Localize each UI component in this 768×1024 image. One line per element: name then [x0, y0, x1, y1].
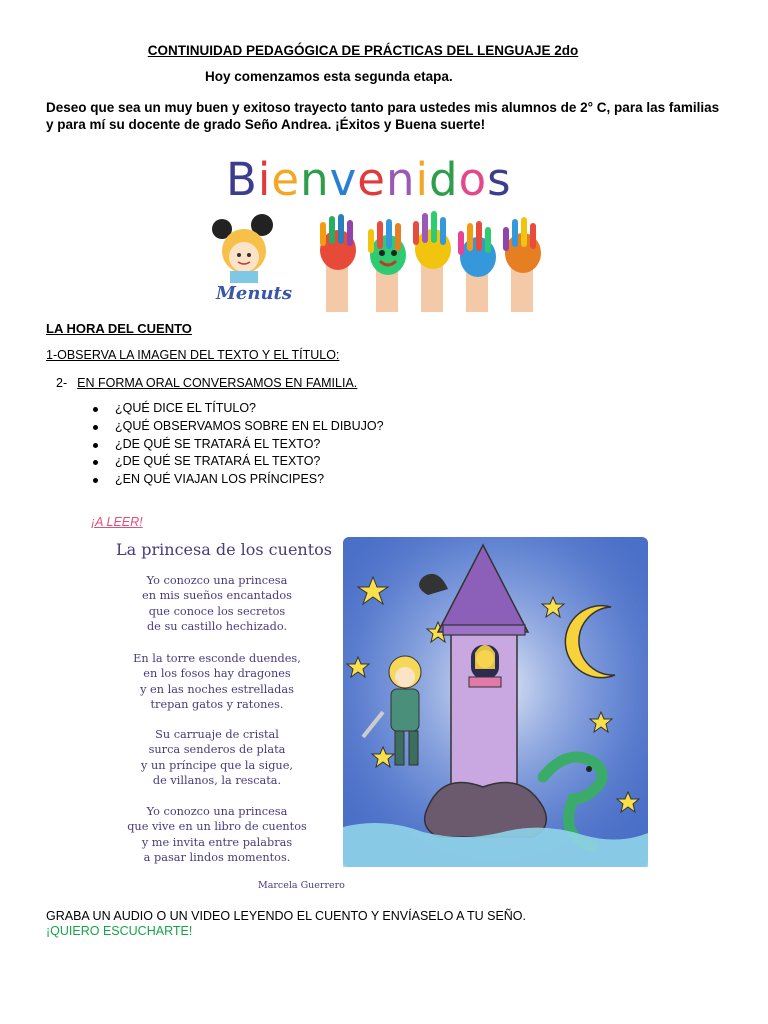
question-item: ¿EN QUÉ VIAJAN LOS PRÍNCIPES?	[91, 471, 384, 489]
banner-letter: n	[385, 153, 416, 206]
question-item: ¿QUÉ OBSERVAMOS SOBRE EN EL DIBUJO?	[91, 418, 384, 436]
question-item: ¿QUÉ DICE EL TÍTULO?	[91, 400, 384, 418]
banner-letter: e	[271, 153, 301, 206]
question-item: ¿DE QUÉ SE TRATARÁ EL TEXTO?	[91, 453, 384, 471]
document-title	[0, 43, 768, 58]
poem-stanza	[93, 804, 341, 865]
footer-text: GRABA UN AUDIO O UN VIDEO LEYENDO EL CUENTO Y ENVÍASELO A TU SEÑO.	[46, 909, 527, 923]
poem-line: de su castillo hechizado.	[146, 619, 288, 633]
poem-image	[93, 537, 648, 897]
banner-letter: v	[329, 153, 358, 206]
poem-line: y un príncipe que la sigue,	[140, 758, 293, 772]
poem-author: Marcela Guerrero	[258, 880, 345, 891]
banner-letter: e	[357, 153, 386, 206]
banner-letter: B	[226, 153, 258, 206]
step-2-text: EN FORMA ORAL CONVERSAMOS EN FAMILIA.	[77, 376, 358, 390]
welcome-banner-image	[208, 147, 548, 312]
poem-title: La princesa de los cuentos	[116, 540, 332, 559]
poem-line: de villanos, la rescata.	[152, 773, 282, 787]
poem-line: surca senderos de plata	[148, 743, 286, 757]
banner-letter: o	[458, 153, 488, 206]
poem-line: Yo conozco una princesa	[146, 574, 288, 587]
painted-hands-illustration	[208, 209, 548, 312]
poem-stanza	[93, 573, 341, 634]
poem-line: que vive en un libro de cuentos	[127, 820, 307, 834]
poem-line: Yo conozco una princesa	[146, 805, 288, 818]
banner-word	[226, 153, 512, 206]
banner-letter: n	[300, 153, 330, 206]
poem-line: En la torre esconde duendes,	[133, 652, 301, 665]
banner-letter: s	[487, 153, 512, 206]
intro-paragraph: Deseo que sea un muy buen y exitoso trayecto tanto para ustedes mis alumnos de 2° C, para las familias y para mí su docente de grado Seño Andrea. ¡Éxitos y Buena suerte!	[46, 100, 720, 132]
poem-line: trepan gatos y ratones.	[150, 697, 284, 711]
banner-letter: i	[415, 153, 429, 206]
poem-line: en mis sueños encantados	[142, 589, 292, 603]
section-title: LA HORA DEL CUENTO	[46, 321, 192, 336]
menuts-logo-text: Menuts	[216, 283, 292, 304]
poem-stanza	[93, 651, 341, 712]
read-prompt: ¡A LEER!	[91, 515, 143, 529]
poem-line: a pasar lindos momentos.	[143, 850, 291, 864]
poem-stanza	[93, 727, 341, 788]
question-item: ¿DE QUÉ SE TRATARÁ EL TEXTO?	[91, 436, 384, 454]
footer-instruction	[46, 909, 526, 939]
banner-letter: d	[428, 153, 459, 206]
poem-line: y en las noches estrelladas	[140, 682, 294, 696]
poem-line: Su carruaje de cristal	[155, 728, 279, 741]
question-list	[91, 400, 384, 489]
castle-illustration	[343, 537, 648, 867]
document-subtitle: Hoy comenzamos esta segunda etapa.	[205, 69, 453, 84]
footer-highlight: ¡QUIERO ESCUCHARTE!	[46, 924, 193, 938]
banner-letter: i	[257, 153, 272, 206]
poem-line: en los fosos hay dragones	[143, 667, 291, 681]
document-title-text: CONTINUIDAD PEDAGÓGICA DE PRÁCTICAS DEL LENGUAJE 2do	[147, 43, 579, 58]
step-1-instruction: 1-OBSERVA LA IMAGEN DEL TEXTO Y EL TÍTULO:	[46, 348, 340, 362]
step-2-instruction	[56, 376, 357, 390]
step-2-number: 2-	[56, 376, 68, 390]
poem-line: y me invita entre palabras	[141, 835, 293, 849]
poem-line: que conoce los secretos	[148, 604, 286, 618]
